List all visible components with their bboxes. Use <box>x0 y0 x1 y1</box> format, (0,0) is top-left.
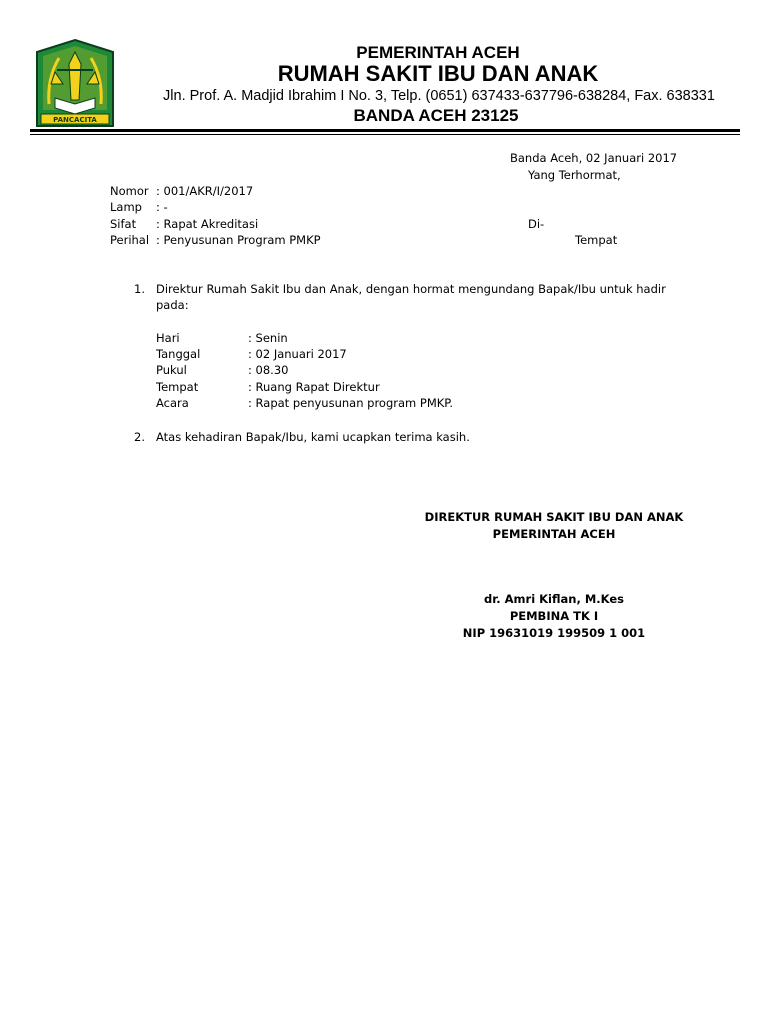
place-date: Banda Aceh, 02 Januari 2017 <box>510 151 678 165</box>
detail-label-tempat: Tempat <box>156 380 199 394</box>
letterhead-address: Jln. Prof. A. Madjid Ibrahim I No. 3, Telp. (0651) 637433-637796-638284, Fax. 638331 <box>163 88 715 104</box>
addressee-di: Di- <box>528 217 545 231</box>
letterhead-line1: PEMERINTAH ACEH <box>356 43 520 62</box>
signature-title2: PEMERINTAH ACEH <box>492 527 616 541</box>
letterhead-divider-thick <box>30 129 740 132</box>
meta-value-nomor: : 001/AKR/I/2017 <box>156 184 254 198</box>
emblem-icon <box>33 38 117 130</box>
meta-label-nomor: Nomor <box>110 184 149 198</box>
item1-text-line1: Direktur Rumah Sakit Ibu dan Anak, dengan hormat mengundang Bapak/Ibu untuk hadir <box>156 282 666 296</box>
detail-label-tanggal: Tanggal <box>156 347 201 361</box>
signature-nip: NIP 19631019 199509 1 001 <box>462 626 646 640</box>
meta-label-lamp: Lamp <box>110 200 142 214</box>
detail-value-hari: : Senin <box>248 331 288 345</box>
detail-label-hari: Hari <box>156 331 180 345</box>
detail-label-pukul: Pukul <box>156 363 187 377</box>
detail-value-tanggal: : 02 Januari 2017 <box>248 347 347 361</box>
item2-number: 2. <box>134 430 145 444</box>
signature-name: dr. Amri Kiflan, M.Kes <box>484 592 624 606</box>
meta-label-perihal: Perihal <box>110 233 150 247</box>
addressee-place: Tempat <box>575 233 618 247</box>
meta-value-lamp: : - <box>156 200 168 214</box>
salutation: Yang Terhormat, <box>528 168 621 182</box>
meta-label-sifat: Sifat <box>110 217 137 231</box>
logo-banner-text: PANCACITA <box>53 116 97 124</box>
letterhead-divider-thin <box>30 134 740 135</box>
aceh-emblem-logo <box>33 38 117 130</box>
detail-label-acara: Acara <box>156 396 189 410</box>
signature-title1: DIREKTUR RUMAH SAKIT IBU DAN ANAK <box>424 510 684 524</box>
item1-number: 1. <box>134 282 145 296</box>
meta-value-perihal: : Penyusunan Program PMKP <box>156 233 321 247</box>
detail-value-acara: : Rapat penyusunan program PMKP. <box>248 396 454 410</box>
letterhead-city: BANDA ACEH 23125 <box>353 106 519 125</box>
item2-text: Atas kehadiran Bapak/Ibu, kami ucapkan terima kasih. <box>156 430 470 444</box>
meta-value-sifat: : Rapat Akreditasi <box>156 217 259 231</box>
signature-rank: PEMBINA TK I <box>509 609 599 623</box>
detail-value-pukul: : 08.30 <box>248 363 289 377</box>
letterhead-hospital-name: RUMAH SAKIT IBU DAN ANAK <box>277 61 599 86</box>
detail-value-tempat: : Ruang Rapat Direktur <box>248 380 380 394</box>
item1-text-line2: pada: <box>156 298 189 312</box>
